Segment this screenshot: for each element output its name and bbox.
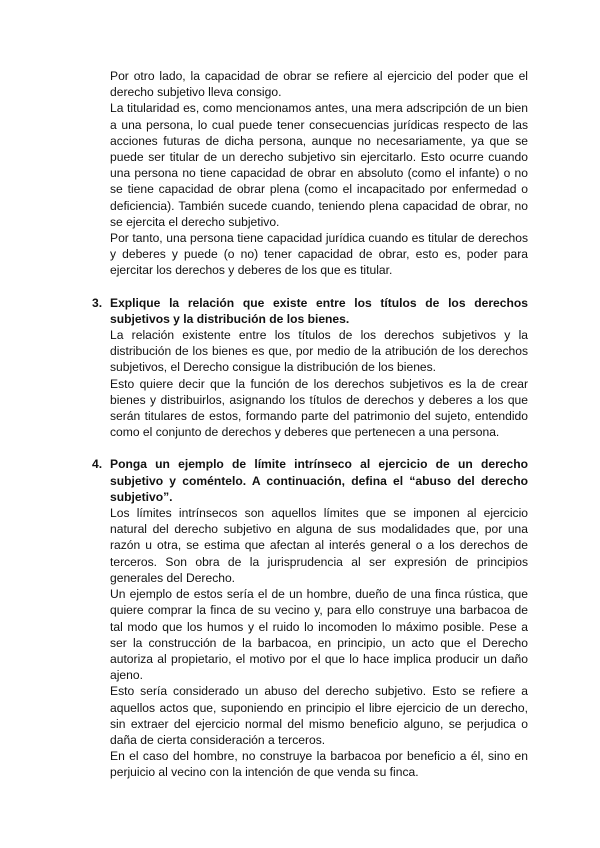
answer-4-paragraph: Esto sería considerado un abuso del derecho subjetivo. Esto se refiere a aquellos actos que, suponiendo en principio el libre ejercicio de un derecho, sin extraer del ejercicio normal del mismo beneficio alguno, se perjudica o daña de cierta consideración a terceros. <box>110 684 528 747</box>
intro-paragraph: Por otro lado, la capacidad de obrar se refiere al ejercicio del poder que el derecho subjetivo lleva consigo. <box>110 69 528 100</box>
question-4-heading <box>92 456 528 505</box>
answer-4-paragraph: En el caso del hombre, no construye la barbacoa por beneficio a él, sino en perjuicio al vecino con la intención de que venda su finca. <box>110 749 528 780</box>
question-3-text: Explique la relación que existe entre los títulos de los derechos subjetivos y la distribución de los bienes. <box>110 295 528 326</box>
question-4-section <box>92 456 528 780</box>
answer-4-paragraph: Los límites intrínsecos son aquellos límites que se imponen al ejercicio natural del derecho subjetivo en alguna de sus modalidades que, por una razón u otra, se estima que afectan al interés general o a los derechos de terceros. Son obra de la jurisprudencia al ser expresión de principios generales del Derecho. <box>110 506 528 585</box>
intro-paragraph: Por tanto, una persona tiene capacidad jurídica cuando es titular de derechos y deberes y puede (o no) tener capacidad de obrar, esto es, poder para ejercitar los derechos y deberes de los que es titular. <box>110 231 528 278</box>
question-3-heading <box>92 295 528 327</box>
answer-4-paragraph: Un ejemplo de estos sería el de un hombre, dueño de una finca rústica, que quiere comprar la finca de su vecino y, para ello construye una barbacoa de tal modo que los humos y el ruido lo incomoden lo máximo posible. Pese a ser la construcción de la barbacoa, en principio, un acto que el Derecho autoriza al propietario, el motivo por el que lo hace implica producir un daño ajeno. <box>110 587 528 683</box>
question-3-number: 3. <box>92 295 103 310</box>
question-4-text: Ponga un ejemplo de límite intrínseco al ejercicio de un derecho subjetivo y coméntelo. A continuación, defina el “abuso del derecho subjetivo”. <box>110 457 528 504</box>
intro-paragraph: La titularidad es, como mencionamos antes, una mera adscripción de un bien a una persona, lo cual puede tener consecuencias jurídicas respecto de las acciones futuras de dicha persona, aunque no necesariamente, ya que se puede ser titular de un derecho subjetivo sin ejercitarlo. Esto ocurre cuando una persona no tiene capacidad de obrar en absoluto (como el infante) o no se tiene capacidad de obrar plena (como el incapacitado por enfermedad o deficiencia). También sucede cuando, teniendo plena capacidad de obrar, no se ejercita el derecho subjetivo. <box>110 101 528 229</box>
question-4-number: 4. <box>92 457 103 472</box>
answer-3-paragraph: La relación existente entre los títulos de los derechos subjetivos y la distribución de los bienes es que, por medio de la atribución de los derechos subjetivos, el Derecho consigue la distribución de los bienes. <box>110 328 528 375</box>
question-3-section <box>92 295 528 441</box>
document-body <box>92 68 528 781</box>
answer-3-paragraph: Esto quiere decir que la función de los derechos subjetivos es la de crear bienes y distribuirlos, asignando los títulos de derechos y deberes a los que serán titulares de estos, formando parte del patrimonio del sujeto, entendido como el conjunto de derechos y deberes que pertenecen a una persona. <box>110 376 528 440</box>
